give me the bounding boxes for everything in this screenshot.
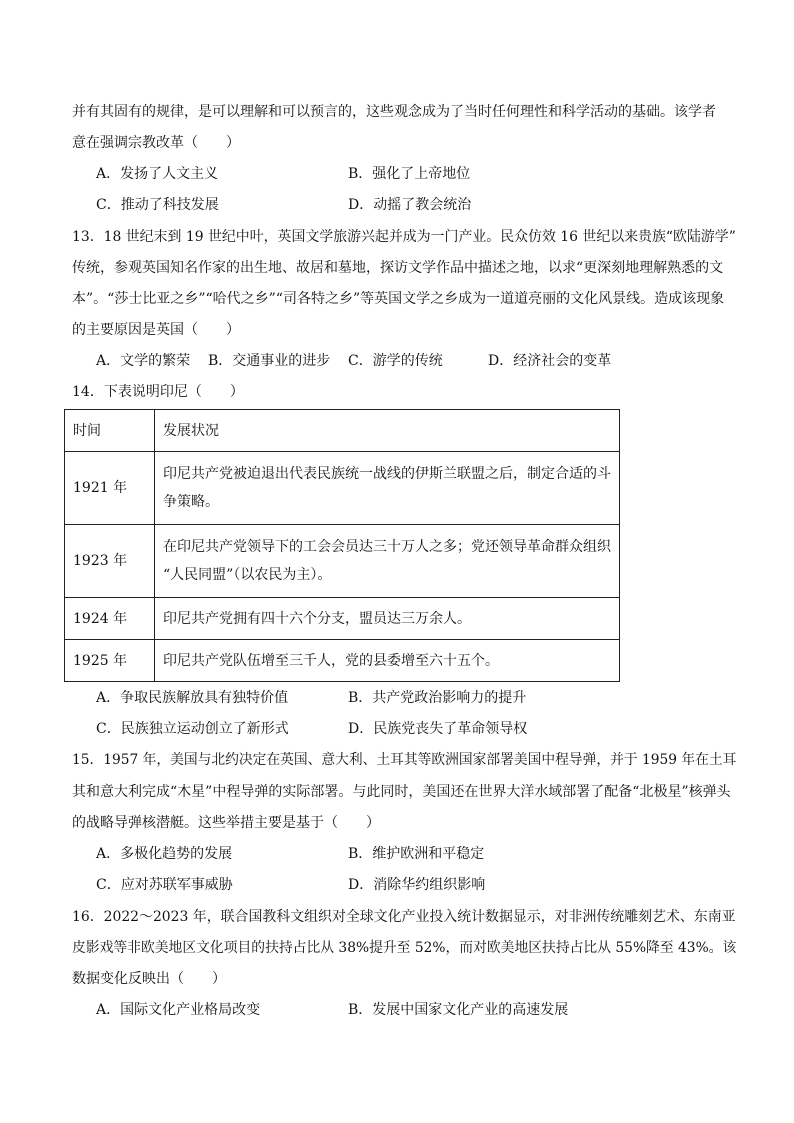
table-cell-status bbox=[155, 640, 620, 682]
q16-option-b[interactable]: B．发展中国家文化产业的高速发展 bbox=[348, 1002, 569, 1018]
q15-option-d[interactable]: D．消除华约组织影响 bbox=[348, 877, 486, 893]
table-cell-status bbox=[155, 598, 620, 640]
q13-stem-line-3: 本”。“莎士比亚之乡”“哈代之乡”“司各特之乡”等英国文学之乡成为一道道亮丽的文化风景线。造成该现象 bbox=[72, 291, 725, 307]
status-line: 在印尼共产党领导下的工会会员达三十万人之多；党还领导革命群众组织 bbox=[163, 539, 611, 555]
q15-stem-line-3: 的战略导弹核潜艇。这些举措主要是基于（ ） bbox=[72, 815, 380, 831]
table-row bbox=[65, 598, 620, 640]
q12-stem-line-2: 意在强调宗教改革（ ） bbox=[72, 135, 240, 151]
table-row bbox=[65, 525, 620, 598]
table-row bbox=[65, 640, 620, 682]
q13-option-c[interactable]: C．游学的传统 bbox=[348, 353, 443, 369]
table-cell-year: 1921 年 bbox=[65, 452, 155, 525]
q12-option-a[interactable]: A．发扬了人文主义 bbox=[96, 166, 219, 182]
q14-option-a[interactable]: A．争取民族解放具有独特价值 bbox=[96, 690, 289, 706]
table-header-time: 时间 bbox=[65, 410, 155, 452]
q14-option-d[interactable]: D．民族党丧失了革命领导权 bbox=[348, 721, 528, 737]
q15-option-a[interactable]: A．多极化趋势的发展 bbox=[96, 846, 233, 862]
q16-stem-line-2: 皮影戏等非欧美地区文化项目的扶持占比从 38%提升至 52%，而对欧美地区扶持占比从 55%降至 43%。该 bbox=[72, 940, 737, 956]
table-header-row bbox=[65, 410, 620, 452]
q13-option-a[interactable]: A．文学的繁荣 bbox=[96, 353, 191, 369]
q12-option-d[interactable]: D．动摇了教会统治 bbox=[348, 197, 472, 213]
table-cell-status bbox=[155, 452, 620, 525]
status-line: “人民同盟”（以农民为主）。 bbox=[163, 567, 332, 583]
q16-option-a[interactable]: A．国际文化产业格局改变 bbox=[96, 1002, 261, 1018]
q13-stem-line-4: 的主要原因是英国（ ） bbox=[72, 322, 240, 338]
table-cell-year: 1925 年 bbox=[65, 640, 155, 682]
q16-stem-line-1: 16．2022～2023 年，联合国教科文组织对全球文化产业投入统计数据显示，对非洲传统雕刻艺术、东南亚 bbox=[72, 909, 736, 925]
table-row bbox=[65, 452, 620, 525]
q12-option-b[interactable]: B．强化了上帝地位 bbox=[348, 166, 471, 182]
q13-option-d[interactable]: D．经济社会的变革 bbox=[488, 353, 612, 369]
table-cell-year: 1924 年 bbox=[65, 598, 155, 640]
table-header-status: 发展状况 bbox=[155, 410, 620, 452]
q13-stem-line-1: 13．18 世纪末到 19 世纪中叶，英国文学旅游兴起并成为一门产业。民众仿效 16 世纪以来贵族“欧陆游学” bbox=[72, 229, 736, 245]
q12-stem-line-1: 并有其固有的规律，是可以理解和可以预言的，这些观念成为了当时任何理性和科学活动的基础。该学者 bbox=[72, 104, 716, 120]
q14-table bbox=[64, 409, 620, 682]
status-line: 印尼共产党队伍增至三千人，党的县委增至六十五个。 bbox=[163, 652, 499, 669]
table-cell-status bbox=[155, 525, 620, 598]
q15-stem-line-1: 15．1957 年，美国与北约决定在英国、意大利、土耳其等欧洲国家部署美国中程导弹，并于 1959 年在土耳 bbox=[72, 752, 737, 768]
q15-option-b[interactable]: B．维护欧洲和平稳定 bbox=[348, 846, 485, 862]
q13-option-b[interactable]: B．交通事业的进步 bbox=[208, 353, 331, 369]
q15-option-c[interactable]: C．应对苏联军事威胁 bbox=[96, 877, 233, 893]
q16-stem-line-3: 数据变化反映出（ ） bbox=[72, 971, 226, 987]
table-cell-year: 1923 年 bbox=[65, 525, 155, 598]
status-line: 争策略。 bbox=[163, 494, 219, 510]
q13-stem-line-2: 传统，参观英国知名作家的出生地、故居和墓地，探访文学作品中描述之地，以求“更深刻地理解熟悉的文 bbox=[72, 260, 724, 276]
q14-option-b[interactable]: B．共产党政治影响力的提升 bbox=[348, 690, 527, 706]
q12-option-c[interactable]: C．推动了科技发展 bbox=[96, 197, 219, 213]
status-line: 印尼共产党被迫退出代表民族统一战线的伊斯兰联盟之后，制定合适的斗 bbox=[163, 466, 611, 482]
q14-option-c[interactable]: C．民族独立运动创立了新形式 bbox=[96, 721, 289, 737]
q15-stem-line-2: 其和意大利完成“木星”中程导弹的实际部署。与此同时，美国还在世界大洋水域部署了配备“北极星”核弹头 bbox=[72, 784, 731, 800]
status-line: 印尼共产党拥有四十六个分支，盟员达三万余人。 bbox=[163, 610, 471, 627]
q14-stem: 14．下表说明印尼（ ） bbox=[72, 384, 244, 400]
